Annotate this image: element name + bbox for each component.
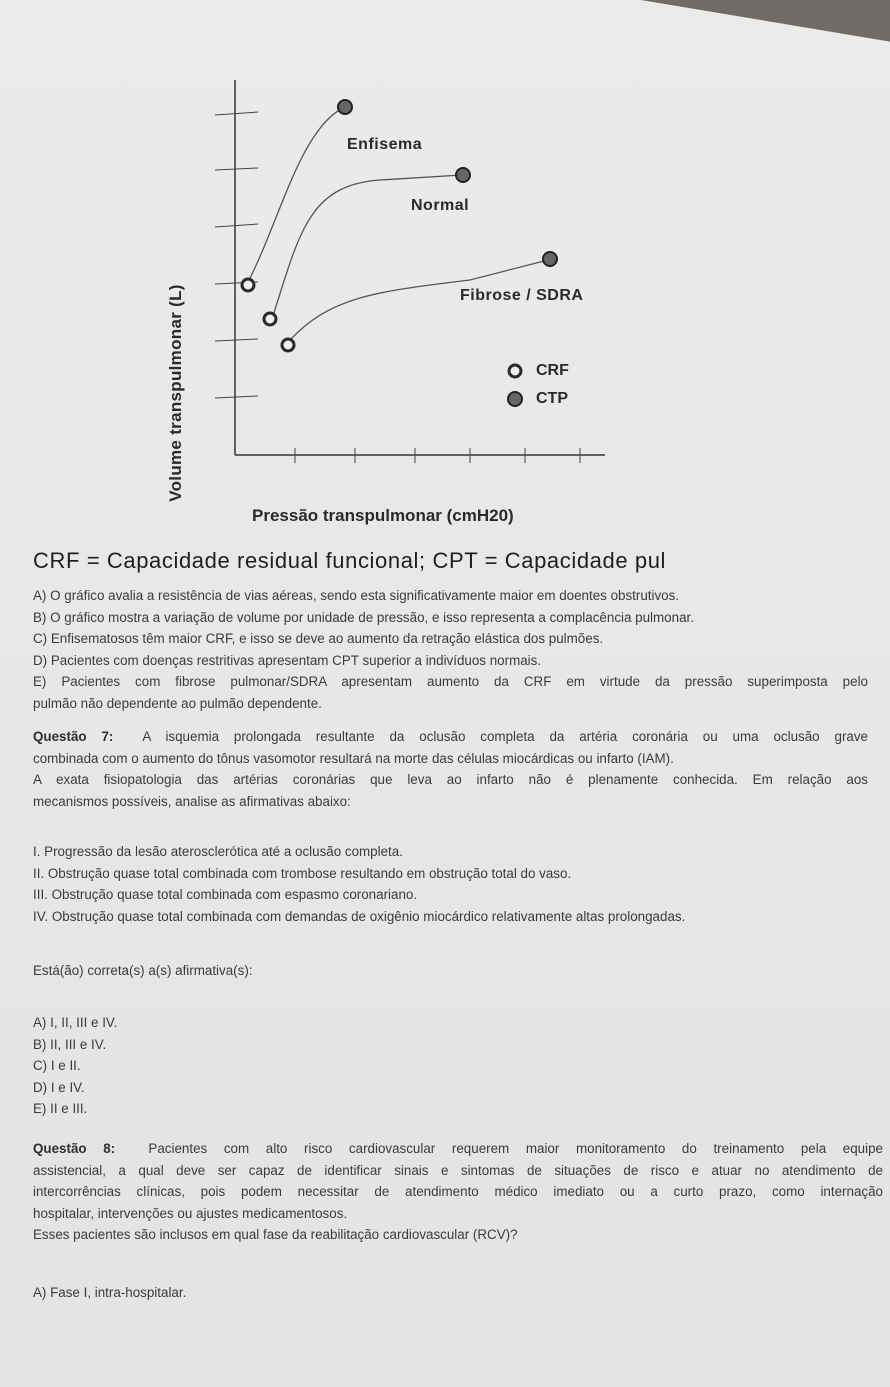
q8-text-1: Pacientes com alto risco cardiovascular requerem maior monitoramento do treinamento pela equipe [148, 1141, 883, 1156]
figure-caption: CRF = Capacidade residual funcional; CPT = Capacidade pul [33, 548, 667, 573]
q6-option-d: D) Pacientes com doenças restritivas apresentam CPT superior a indivíduos normais. [33, 652, 542, 668]
x-axis-label: Pressão transpulmonar (cmH20) [252, 506, 514, 525]
q7-option-a: A) I, II, III e IV. [33, 1015, 118, 1030]
q7-statement-3: III. Obstrução quase total combinada com espasmo coronariano. [33, 887, 418, 902]
question-8 [33, 1138, 883, 1246]
q7-line-2: combinada com o aumento do tônus vasomotor resultará na morte das células miocárdicas ou infarto (IAM). [33, 750, 674, 766]
q8-line-4: hospitalar, intervenções ou ajustes medicamentosos. [33, 1205, 348, 1221]
legend-ctp-label: CTP [536, 390, 568, 407]
q7-text-1: A isquemia prolongada resultante da oclusão completa da artéria coronária ou uma oclusão grave [142, 729, 868, 744]
legend-crf-marker [509, 365, 521, 377]
label-fibrose-sdra: Fibrose / SDRA [460, 287, 584, 304]
q6-option-c: C) Enfisematosos têm maior CRF, e isso se deve ao aumento da retração elástica dos pulmões. [33, 631, 604, 646]
label-normal: Normal [411, 197, 470, 214]
label-enfisema: Enfisema [347, 136, 423, 153]
q7-option-e: E) II e III. [33, 1101, 88, 1116]
q7-option-d: D) I e IV. [33, 1079, 85, 1095]
pressure-volume-figure [166, 70, 630, 540]
q7-line-3: A exata fisiopatologia das artérias coronárias que leva ao infarto não é plenamente conhecida. Em relação aos [33, 772, 868, 787]
q8-option-a: A) Fase I, intra-hospitalar. [33, 1285, 187, 1300]
legend-ctp-marker [508, 392, 522, 406]
question-6-options [33, 585, 868, 714]
q8-line-2: assistencial, a qual deve ser capaz de identificar sinais e sintomas de situações de risco e atuar no atendimento de [33, 1162, 883, 1178]
curve-enfisema [248, 108, 343, 282]
q8-line-5: Esses pacientes são inclusos em qual fase da reabilitação cardiovascular (RCV)? [33, 1227, 518, 1242]
q8-options [33, 1282, 868, 1304]
q6-option-e: E) Pacientes com fibrose pulmonar/SDRA apresentam aumento da CRF em virtude da pressão superimposta pelo [33, 674, 868, 689]
q7-statement-4: IV. Obstrução quase total combinada com demandas de oxigênio miocárdico relativamente altas prolongadas. [33, 908, 686, 924]
ctp-markers [338, 100, 557, 266]
q7-line-1 [33, 726, 868, 748]
q7-statement-2: II. Obstrução quase total combinada com trombose resultando em obstrução total do vaso. [33, 865, 572, 881]
q7-options [33, 1012, 868, 1120]
q7-prompt: Está(ão) correta(s) a(s) afirmativa(s): [33, 963, 253, 978]
q6-option-b: B) O gráfico mostra a variação de volume por unidade de pressão, e isso representa a complacência pulmonar. [33, 609, 694, 625]
y-axis-label: Volume transpulmonar (L) [166, 284, 185, 502]
q8-line-1 [33, 1138, 883, 1160]
q8-line-3: intercorrências clínicas, pois podem necessitar de atendimento médico imediato ou a curto prazo, como internação [33, 1184, 883, 1199]
q7-statements [33, 841, 868, 927]
q7-option-c: C) I e II. [33, 1058, 81, 1073]
q6-option-a: A) O gráfico avalia a resistência de vias aéreas, sendo esta significativamente maior em doentes obstrutivos. [33, 588, 680, 603]
q7-statement-1: I. Progressão da lesão aterosclerótica até a oclusão completa. [33, 844, 403, 859]
legend-crf-label: CRF [536, 362, 569, 379]
crf-markers [242, 279, 294, 351]
q7-line-4: mecanismos possíveis, analise as afirmativas abaixo: [33, 793, 351, 809]
y-ticks [215, 112, 258, 398]
q7-option-b: B) II, III e IV. [33, 1036, 107, 1052]
question-7 [33, 726, 868, 812]
q6-option-e-cont: pulmão não dependente ao pulmão dependente. [33, 695, 322, 711]
q7-label: Questão 7: [33, 729, 114, 744]
q8-label: Questão 8: [33, 1141, 116, 1156]
